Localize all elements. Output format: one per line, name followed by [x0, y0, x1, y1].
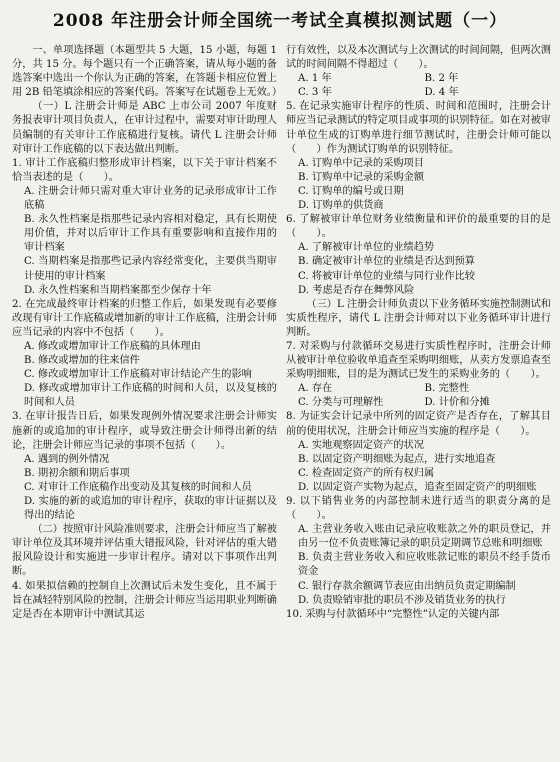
question-stem: 8. 为证实会计记录中所列的固定资产是否存在，了解其目前的使用状况，注册会计师应当实施的程序是（ ）。: [286, 411, 551, 437]
case-paragraph: （二）按照审计风险准则要求，注册会计师应当了解被审计单位及其环境并评估重大错报风险，针对评估的重大错报风险设计和实施进一步审计程序。请对以下事项作出判断。: [12, 524, 277, 578]
option-text: C. 对审计工作底稿作出变动及其复核的时间和人员: [24, 481, 252, 493]
option-text: B. 完整性: [424, 383, 470, 395]
question-stem: 2. 在完成最终审计档案的归整工作后，如果发现有必要修改现有审计工作底稿或增加新的审计工作底稿，注册会计师应当记录的内容中不包括（ ）。: [12, 298, 277, 338]
option-text: C. 修改或增加审计工作底稿对审计结论产生的影响: [24, 369, 252, 381]
option-text: D. 永久性档案和当期档案都至少保存十年: [24, 284, 212, 296]
option-text: C. 银行存款余额调节表应由出纳员负责定期编制: [298, 580, 516, 592]
option-text: D. 订购单的供货商: [298, 200, 384, 212]
option-text: B. 永久性档案是指那些记录内容相对稳定，具有长期使用价值，并对以后审计工作具有重要影响和直接作用的审计档案: [24, 214, 277, 254]
option-text: D. 计价和分摊: [424, 397, 490, 409]
option-text: A. 注册会计师只需对重大审计业务的记录形成审计工作底稿: [24, 185, 277, 212]
option-text: C. 检查固定资产的所有权归属: [298, 467, 435, 479]
option-text: B. 确定被审计单位的业绩是否达到预算: [298, 256, 475, 268]
option-text: A. 订购单中记录的采购项目: [298, 157, 424, 169]
option-text: B. 以固定资产明细账为起点，进行实地追查: [298, 453, 496, 465]
section-instructions: 一、单项选择题（本题型共 5 大题，15 小题，每题 1 分，共 15 分。每个题只有一个正确答案，请从每小题的备选答案中选出一个你认为正确的答案，在答题卡相应位置上用 2B 铅笔填涂相应的答案代码。答案写在试题卷上无效。）: [12, 45, 283, 99]
left-column: [12, 44, 283, 622]
option-text: C. 订购单的编号或日期: [298, 185, 404, 197]
option-text: A. 了解被审计单位的业绩趋势: [298, 242, 435, 254]
paragraph: 行有效性，以及本次测试与上次测试的时间间隔，但两次测试的时间间隔不得超过（ ）。: [286, 45, 551, 71]
option-row: [286, 72, 551, 86]
option-text: B. 2 年: [424, 73, 459, 85]
page-title: 2008 年注册会计师全国统一考试全真模拟测试题（一）: [52, 11, 508, 31]
option-row: [286, 382, 551, 396]
option-text: A. 修改或增加审计工作底稿的具体理由: [24, 340, 201, 352]
option-row: [286, 396, 551, 410]
option-text: D. 4 年: [424, 87, 459, 99]
option-text: D. 负责赊销审批的职员不涉及销货业务的执行: [298, 594, 506, 606]
option-text: B. 负责主营业务收入和应收账款记账的职员不经手货币资金: [298, 552, 551, 578]
option-text: D. 实施的新的或追加的审计程序，获取的审计证据以及得出的结论: [24, 496, 277, 522]
question-stem: 9. 以下销售业务的内部控制未进行适当的职责分离的是（ ）。: [286, 496, 551, 522]
case-paragraph: （一）L 注册会计师是 ABC 上市公司 2007 年度财务报表审计项目负责人，在审计过程中，需要对审计助理人员编制的有关审计工作底稿进行复核。请代 L 注册会计师对审计工作底稿的以下表达做出判断。: [12, 101, 277, 155]
option-row: [286, 86, 551, 100]
option-text: D. 以固定资产实物为起点，追查至固定资产的明细账: [298, 481, 537, 493]
question-stem: 7. 对采购与付款循环交易进行实质性程序时，注册会计师从被审计单位验收单追查至采购明细账，从卖方发票追查至采购明细账，目的是为测试已发生的采购业务的（ ）。: [286, 340, 551, 381]
option-text: C. 3 年: [298, 87, 332, 99]
question-stem: 10. 采购与付款循环中“完整性”认定的关键内部: [286, 608, 500, 620]
option-text: C. 将被审计单位的业绩与同行业作比较: [298, 270, 475, 282]
option-text: C. 当期档案是指那些记录内容经常变化，主要供当期审计使用的审计档案: [24, 256, 277, 282]
question-stem: 5. 在记录实施审计程序的性质、时间和范围时，注册会计师应当记录测试的特定项目或事项的识别特征。如在对被审计单位生成的订购单进行细节测试时，注册会计师可能以（ ）作为测试订购单的识别特征。: [286, 101, 551, 155]
right-column: [286, 44, 551, 622]
option-text: D. 考虑是否存在舞弊风险: [298, 284, 415, 296]
option-text: D. 修改或增加审计工作底稿的时间和人员，以及复核的时间和人员: [24, 383, 277, 409]
case-paragraph: （三）L 注册会计师负责以下业务循环实施控制测试和实质性程序，请代 L 注册会计师对以下业务循环审计进行判断。: [286, 298, 551, 338]
option-text: A. 遇到的例外情况: [24, 453, 110, 465]
option-text: A. 存在: [298, 383, 333, 395]
option-text: A. 实地观察固定资产的状况: [298, 439, 424, 451]
option-text: A. 1 年: [298, 73, 332, 85]
option-text: C. 分类与可理解性: [298, 397, 384, 409]
option-text: B. 修改或增加的往来信件: [24, 355, 140, 367]
option-text: B. 订购单中记录的采购金额: [298, 171, 425, 183]
option-text: A. 主营业务收入账由记录应收账款之外的职员登记，并由另一位不负责账簿记录的职员定期调节总账和明细账: [298, 524, 551, 550]
question-stem: 3. 在审计报告日后，如果发现例外情况要求注册会计师实施新的或追加的审计程序，或导致注册会计师得出新的结论，注册会计师应当记录的事项不包括（ ）。: [12, 411, 277, 451]
question-stem: 4. 如果拟信赖的控制自上次测试后未发生变化，且不属于旨在减轻特别风险的控制，注册会计师应当运用职业判断确定是否在本期审计中测试其运: [12, 580, 277, 620]
question-stem: 6. 了解被审计单位财务业绩衡量和评价的最重要的目的是（ ）。: [286, 214, 551, 240]
question-stem: 1. 审计工作底稿归整形成审计档案，以下关于审计档案不恰当表述的是（ ）。: [12, 157, 277, 183]
option-text: B. 期初余额和期后事项: [24, 467, 130, 479]
